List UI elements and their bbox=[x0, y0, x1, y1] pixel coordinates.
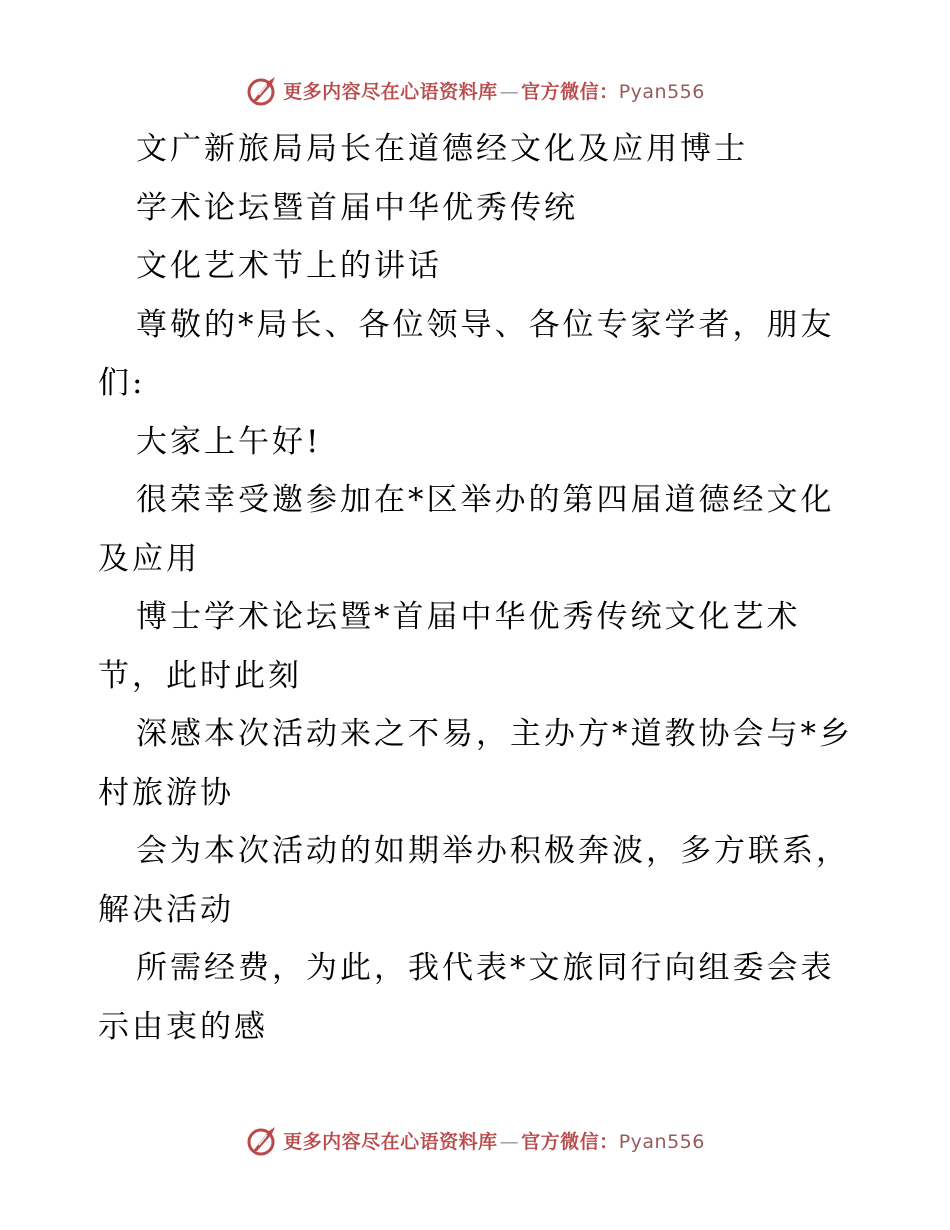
document-line: 示由衷的感 bbox=[98, 1008, 268, 1045]
document-line: 深感本次活动来之不易，主办方*道教协会与*乡 bbox=[136, 716, 853, 752]
document-line: 大家上午好! bbox=[136, 423, 322, 460]
quill-pen-logo-icon bbox=[245, 1123, 279, 1157]
footer-site-text: 更多内容尽在心语资料库 bbox=[283, 1130, 498, 1153]
document-line: 学术论坛暨首届中华优秀传统 bbox=[136, 189, 578, 226]
document-line: 博士学术论坛暨*首届中华优秀传统文化艺术 bbox=[136, 599, 801, 635]
document-line: 村旅游协 bbox=[98, 774, 234, 811]
document-body bbox=[98, 120, 858, 1056]
header-banner bbox=[0, 68, 950, 112]
header-separator: — bbox=[499, 80, 520, 103]
quill-pen-logo-icon bbox=[245, 73, 279, 107]
document-line: 节，此时此刻 bbox=[98, 657, 302, 694]
document-line: 们: bbox=[98, 365, 146, 401]
footer-separator: — bbox=[499, 1130, 520, 1153]
document-line: 文化艺术节上的讲话 bbox=[136, 248, 442, 284]
footer-banner bbox=[0, 1118, 950, 1162]
header-wechat-id: Pyan556 bbox=[618, 80, 705, 103]
document-line: 所需经费，为此，我代表*文旅同行向组委会表 bbox=[136, 950, 835, 986]
header-site-text: 更多内容尽在心语资料库 bbox=[283, 80, 498, 103]
header-wechat-label: 官方微信： bbox=[521, 80, 619, 103]
footer-wechat-id: Pyan556 bbox=[618, 1130, 705, 1153]
document-line: 解决活动 bbox=[98, 891, 234, 928]
document-line: 文广新旅局局长在道德经文化及应用博士 bbox=[136, 131, 748, 167]
document-line: 及应用 bbox=[98, 540, 200, 577]
footer-banner-text bbox=[283, 1127, 705, 1154]
footer-wechat-label: 官方微信： bbox=[521, 1130, 619, 1153]
header-banner-text bbox=[283, 77, 705, 104]
document-line: 尊敬的*局长、各位领导、各位专家学者，朋友 bbox=[136, 306, 835, 343]
document-line: 会为本次活动的如期举办积极奔波，多方联系， bbox=[136, 833, 850, 869]
document-line: 很荣幸受邀参加在*区举办的第四届道德经文化 bbox=[136, 482, 835, 518]
